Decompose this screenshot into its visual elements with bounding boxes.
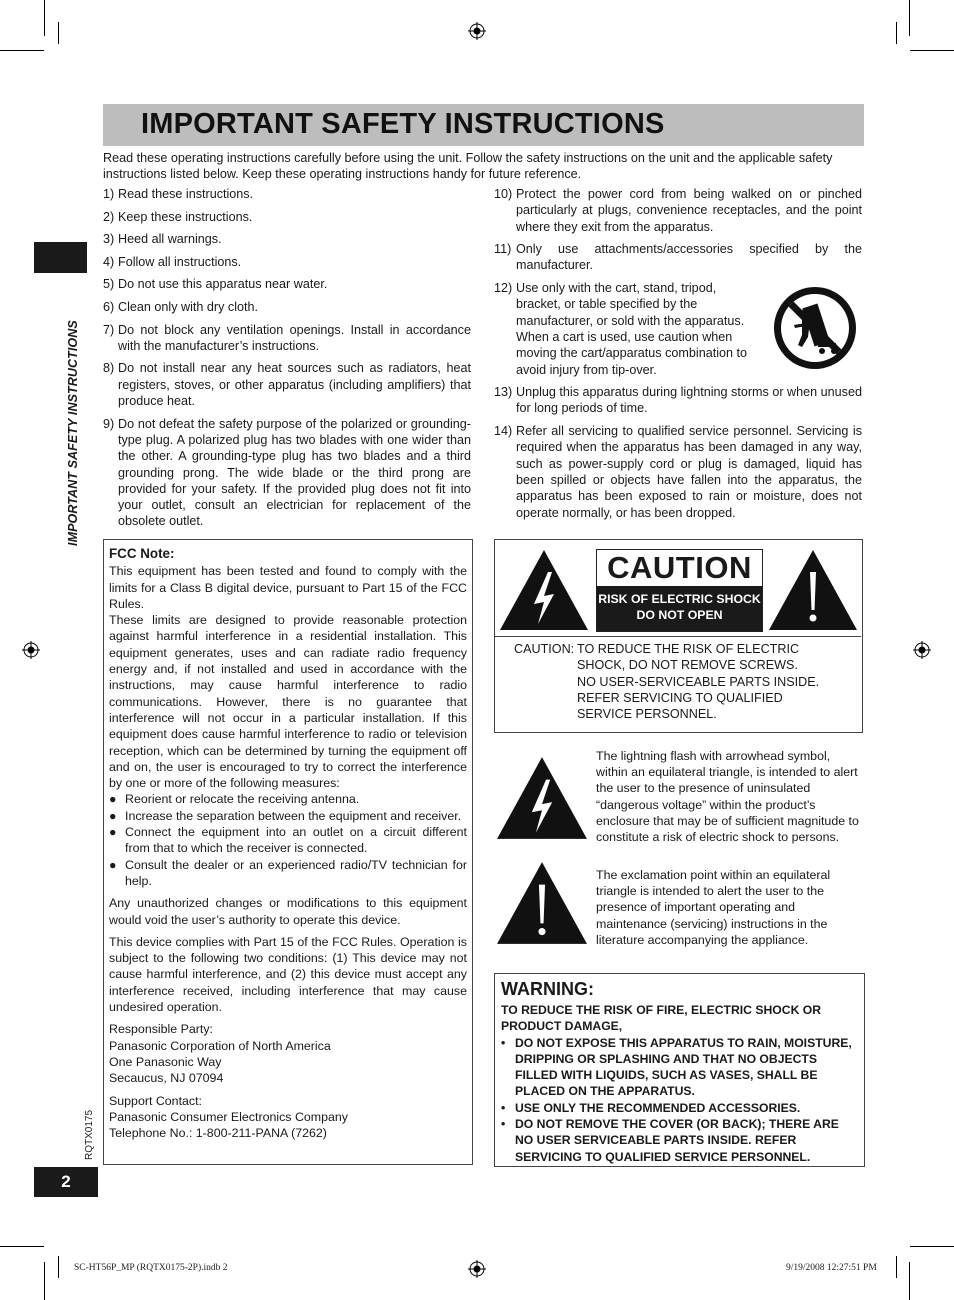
- registration-mark-icon: [468, 1260, 486, 1278]
- crop-mark: [0, 50, 44, 51]
- warning-bullet: • DO NOT REMOVE THE COVER (OR BACK); THERE ARE NO USER SERVICEABLE PARTS INSIDE. REFER SERVICING TO QUALIFIED SERVICE PERSONNEL.: [501, 1117, 839, 1164]
- fcc-paragraph: This device complies with Part 15 of the FCC Rules. Operation is subject to the following two conditions: (1) This device may not cause harmful interference, and (2) this device must accept any interference received, including interference that may cause undesired operation.: [109, 934, 467, 1015]
- registration-mark-icon: [468, 22, 486, 40]
- exclamation-triangle-icon: [767, 548, 859, 632]
- list-item: 3) Heed all warnings.: [103, 232, 222, 247]
- lightning-triangle-icon: [498, 548, 590, 632]
- list-item: 1) Read these instructions.: [103, 187, 254, 201]
- support-contact-phone: Telephone No.: 1-800-211-PANA (7262): [109, 1126, 327, 1141]
- exclamation-triangle-icon: [495, 860, 589, 946]
- fcc-bullet: ● Reorient or relocate the receiving antenna.: [109, 792, 360, 807]
- list-item: 7) Do not block any ventilation openings. Install in accordance with the manufacturer’s instructions.: [103, 322, 471, 353]
- section-tab: [34, 242, 87, 273]
- warning-bullet: • USE ONLY THE RECOMMENDED ACCESSORIES.: [501, 1100, 801, 1115]
- list-item: 5) Do not use this apparatus near water.: [103, 277, 328, 292]
- crop-mark: [896, 22, 897, 44]
- list-item: 4) Follow all instructions.: [103, 254, 242, 269]
- section-label-text: IMPORTANT SAFETY INSTRUCTIONS: [66, 320, 80, 546]
- intro-paragraph: Read these operating instructions carefully before using the unit. Follow the safety instructions on the unit and the applicable safety instructions listed below. Keep these operating instructions handy for future reference.: [103, 151, 833, 182]
- crop-mark: [910, 1246, 954, 1247]
- bullet-icon: •: [501, 1117, 506, 1132]
- registration-mark-icon: [913, 641, 931, 659]
- list-item: 14) Refer all servicing to qualified service personnel. Servicing is required when the apparatus has been damaged in any way, such as power-supply cord or plug is damaged, liquid has been spilled or objects have fallen into the apparatus, the apparatus has been exposed to rain or moisture, does not operate normally, or has been dropped.: [494, 424, 862, 520]
- bullet-icon: ●: [109, 825, 117, 840]
- fcc-bullet: ● Increase the separation between the equipment and receiver.: [109, 808, 462, 823]
- page-number: 2: [34, 1167, 98, 1197]
- responsible-party-label: Responsible Party:: [109, 1022, 213, 1037]
- cart-tipover-warning-icon: [772, 285, 858, 371]
- crop-mark: [896, 1256, 897, 1278]
- footer-timestamp: 9/19/2008 12:27:51 PM: [786, 1263, 877, 1273]
- fcc-title: FCC Note:: [109, 546, 175, 561]
- fcc-bullet: ● Consult the dealer or an experienced radio/TV technician for help.: [109, 857, 467, 888]
- fcc-note-box: [103, 539, 473, 1165]
- warning-bullet: • DO NOT EXPOSE THIS APPARATUS TO RAIN, MOISTURE, DRIPPING OR SPLASHING AND THAT NO OBJECTS FILLED WITH LIQUIDS, SUCH AS VASES, SHALL BE PLACED ON THE APPARATUS.: [501, 1035, 852, 1099]
- crop-mark: [44, 1262, 45, 1300]
- caution-subtitle: RISK OF ELECTRIC SHOCK DO NOT OPEN: [597, 586, 762, 631]
- warning-lead: TO REDUCE THE RISK OF FIRE, ELECTRIC SHOCK OR PRODUCT DAMAGE,: [501, 1003, 822, 1034]
- page-title: IMPORTANT SAFETY INSTRUCTIONS: [141, 108, 665, 140]
- list-item: 13) Unplug this apparatus during lightning storms or when unused for long periods of time.: [494, 385, 862, 416]
- fcc-paragraph: This equipment has been tested and found to comply with the limits for a Class B digital device, pursuant to Part 15 of the FCC Rules.: [109, 564, 467, 611]
- warning-title: WARNING:: [501, 979, 594, 999]
- responsible-party-name: Panasonic Corporation of North America: [109, 1038, 331, 1053]
- crop-mark: [58, 1256, 59, 1278]
- responsible-party-address: One Panasonic Way: [109, 1054, 222, 1069]
- divider: [494, 636, 861, 637]
- list-item: 2) Keep these instructions.: [103, 209, 253, 224]
- exclamation-symbol-explanation: The exclamation point within an equilateral triangle is intended to alert the user to the presence of important operating and maintenance (servicing) instructions in the literature accompanying the appliance.: [596, 868, 831, 947]
- responsible-party-address: Secaucus, NJ 07094: [109, 1071, 224, 1086]
- list-item: 10) Protect the power cord from being walked on or pinched particularly at plugs, convenience receptacles, and the point where they exit from the apparatus.: [494, 187, 862, 234]
- caution-word: CAUTION: [607, 550, 752, 585]
- page-title-bar: [103, 104, 864, 146]
- fcc-bullet: ● Connect the equipment into an outlet on a circuit different from that to which the receiver is connected.: [109, 825, 467, 856]
- list-item: 12) Use only with the cart, stand, tripod, bracket, or table specified by the manufacturer, or sold with the apparatus. When a cart is used, use caution when moving the cart/apparatus combination to avoid injury from tip-over.: [494, 281, 748, 377]
- footer-file-info: SC-HT56P_MP (RQTX0175-2P).indb 2: [74, 1263, 228, 1273]
- crop-mark: [0, 1246, 44, 1247]
- document-code: RQTX0175: [84, 1109, 95, 1160]
- list-item: 8) Do not install near any heat sources such as radiators, heat registers, stoves, or other apparatus (including amplifiers) that produce heat.: [103, 361, 471, 409]
- registration-mark-icon: [22, 641, 40, 659]
- list-item: 11) Only use attachments/accessories specified by the manufacturer.: [494, 242, 862, 273]
- bullet-icon: •: [501, 1035, 506, 1050]
- crop-mark: [58, 22, 59, 44]
- instructions-list-left: [103, 186, 471, 536]
- bullet-icon: •: [501, 1100, 506, 1115]
- crop-mark: [909, 0, 910, 36]
- list-item: 9) Do not defeat the safety purpose of the polarized or grounding-type plug. A polarized plug has two blades with one wider than the other. A grounding-type plug has two blades and a third grounding prong. The wide blade or the third prong are provided for your safety. If the provided plug does not fit into your outlet, consult an electrician for replacement of the obsolete outlet.: [103, 416, 471, 529]
- fcc-paragraph: Any unauthorized changes or modifications to this equipment would void the user’s authority to operate this device.: [109, 896, 467, 927]
- bullet-icon: ●: [109, 808, 117, 823]
- lightning-triangle-icon: [495, 755, 589, 841]
- fcc-paragraph: These limits are designed to provide reasonable protection against harmful interference in a residential installation. This equipment generates, uses and can radiate radio frequency energy and, if not installed and used in accordance with the instructions, may cause harmful interference to radio communications. However, there is no guarantee that interference will not occur in a particular installation. If this equipment does cause harmful interference to radio or television reception, which can be determined by turning the equipment off and on, the user is encouraged to try to correct the interference by one or more of the following measures:: [109, 613, 467, 791]
- caution-text: CAUTION: TO REDUCE THE RISK OF ELECTRIC SHOCK, DO NOT REMOVE SCREWS. NO USER-SERVICEABLE PARTS INSIDE. REFER SERVICING TO QUALIFIED SERVICE PERSONNEL.: [514, 642, 820, 722]
- support-contact-label: Support Contact:: [109, 1093, 202, 1108]
- section-label: [66, 288, 86, 548]
- bullet-icon: ●: [109, 857, 117, 872]
- crop-mark: [909, 1262, 910, 1300]
- warning-box: [494, 973, 865, 1167]
- lightning-symbol-explanation: The lightning flash with arrowhead symbol, within an equilateral triangle, is intended to alert the user to the presence of uninsulated “dangerous voltage” within the product’s enclosure that may be of sufficient magnitude to constitute a risk of electric shock to persons.: [596, 749, 859, 845]
- support-contact-name: Panasonic Consumer Electronics Company: [109, 1109, 348, 1124]
- crop-mark: [910, 50, 954, 51]
- bullet-icon: ●: [109, 792, 117, 807]
- list-item: 6) Clean only with dry cloth.: [103, 299, 258, 314]
- caution-label: [596, 549, 763, 632]
- crop-mark: [44, 0, 45, 36]
